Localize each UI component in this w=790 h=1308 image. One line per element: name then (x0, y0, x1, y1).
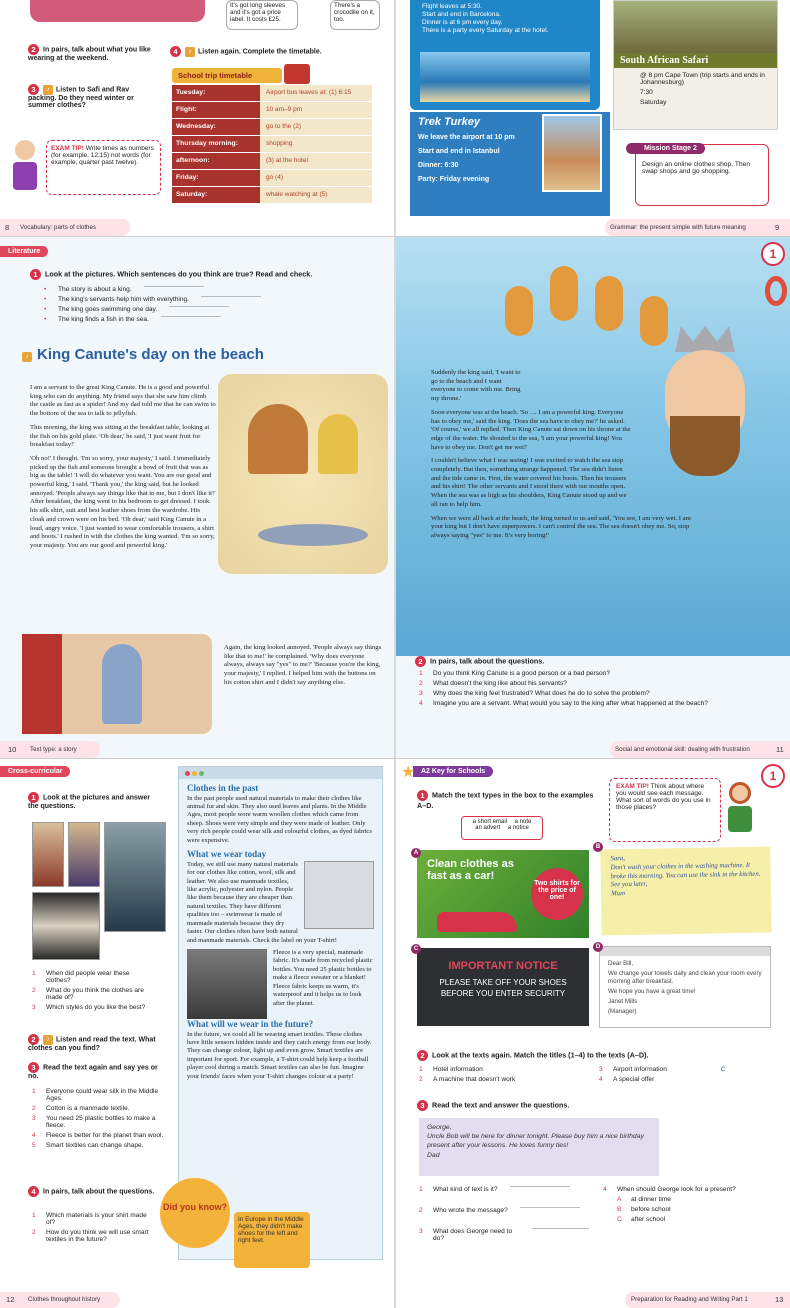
exercise-1: 1 Look at the pictures. Which sentences do you think are true? Read and check. (30, 269, 312, 280)
question-item: 4 Fleece is better for the planet than wool. (32, 1132, 164, 1139)
timetable-answer[interactable]: (3) at the hotel (260, 153, 372, 169)
article-heading: What will we wear in the future? (187, 1019, 314, 1030)
word-option: an advert (475, 825, 501, 831)
email-line: (Manager) (608, 1008, 637, 1016)
article-paragraph: Today, we still use many natural materials for our clothes like cotton, wool, silk and leather. We also use manmade textiles, like acrylic, polyester and nylon. People like them because they are cheaper than natural textiles. They have different qualities too – swimwear is made of manmade materials because they dry faster. Our clothes often have both natural and manmade materials. Check the label on your T-shirt! (187, 860, 337, 944)
question-4: 4 When should George look for a present? A at dinner time B before school C after school (603, 1186, 773, 1226)
timetable-row: Thursday morning: shopping (172, 136, 372, 153)
email-titlebar (600, 947, 770, 956)
question-item: 3 Which styles do you like the best? (32, 1004, 146, 1011)
safari-detail: 7:30 (640, 89, 653, 96)
footer-label: Grammar: the present simple with future meaning (610, 224, 746, 231)
badge-1: 1 (761, 764, 785, 788)
email-line: We hope you have a great time! (608, 988, 696, 996)
text-a-advert (417, 850, 589, 938)
trip-detail: Dinner is at 6 pm every day. (422, 19, 503, 26)
timetable-answer[interactable]: go to the (2) (260, 119, 372, 135)
costume-photos (32, 822, 170, 962)
girl-illustration (10, 140, 40, 200)
page-number: 8 (5, 223, 10, 232)
article-heading: Clothes in the past (187, 783, 259, 793)
timetable-row: Tuesday: Airport bus leaves at: (1) 6:15 (172, 85, 372, 102)
window-titlebar (179, 767, 382, 779)
rocks-photo (542, 114, 602, 192)
story-paragraph: When we were all back at the beach, the king turned to us and said, 'You see, I am very wet. I am your king but I don't have superpowers. I can't control the sea. The sea doesn't obey me. So, stop always saying "yes" to me. It's very boring!' (431, 514, 691, 539)
text-c-notice (417, 948, 589, 1026)
question-item: 2 What do you think the clothes are made of? (32, 987, 144, 1001)
advert-offer: Two shirts for the price of one! (531, 868, 583, 920)
exercise-2: 2 In pairs, talk about what you like wearing at the weekend. (28, 45, 151, 62)
exercise-4: 4 ♪ Listen again. Complete the timetable. (170, 46, 322, 57)
question-item: 2 What doesn't the king like about his servants? (419, 680, 567, 687)
spine-divider (394, 0, 396, 1308)
page-10 (0, 236, 395, 758)
page-number: 11 (776, 745, 784, 754)
check-item: • The king finds a fish in the sea. (44, 316, 264, 323)
page-11 (395, 236, 790, 758)
exercise-3: 3 Read the text and answer the questions. (417, 1100, 569, 1111)
footer-label: Vocabulary: parts of clothes (20, 224, 97, 231)
answer-line[interactable] (520, 1207, 580, 1208)
trip-detail: Flight leaves at 5:30. (422, 3, 482, 10)
section-tag: A2 Key for Schools (413, 766, 493, 777)
story-paragraph: This morning, the king was sitting at the breakfast table, looking at the fish on his gold plate. 'Oh dear,' he said, 'I just want fruit for breakfast today!' (30, 423, 210, 449)
trek-title: Trek Turkey (418, 116, 480, 128)
question-item: 1 Which materials is your shirt made of? (32, 1212, 147, 1226)
note-line: Uncle Bob will be here for dinner tonight. Please buy him a nice birthday present after your lessons. He loves funny ties! (427, 1133, 644, 1150)
exercise-1: 1 Match the text types in the box to the examples A–D. (417, 790, 594, 810)
note-line: George, (427, 1124, 452, 1131)
timetable-row: Wednesday: go to the (2) (172, 119, 372, 136)
trip-detail: There is a party every Saturday at the hotel. (422, 27, 549, 34)
label-d: D (593, 942, 603, 952)
page-number: 12 (6, 1295, 15, 1304)
beach-photo (420, 52, 590, 102)
timetable-answer[interactable]: go (4) (260, 170, 372, 186)
article-paragraph: In the future, we could all be wearing smart textiles. These clothes have little sensors hidden inside and they catch energy from our body. They can change colour, light up and even grow. Smart textiles are important for sport. For example, a T-shirt could help keep a football player cool during a match. Smart textiles can also be fun. Imagine your friends' faces when your T-shirt changes colour at a party! (187, 1030, 372, 1080)
trip-detail: Start and end in Barcelona. (422, 11, 501, 18)
timetable-row: Friday: go (4) (172, 170, 372, 187)
page-number: 13 (775, 1295, 784, 1304)
answer-line[interactable] (161, 316, 221, 317)
speech-bubble: It's got long sleeves and it's got a price label. It costs £25. (226, 0, 298, 30)
question-item: 2 How do you think we will use smart textiles in the future? (32, 1229, 149, 1243)
email-line: We change your towels daily and clean your room every morning after breakfast. (608, 970, 762, 986)
story-title: King Canute's day on the beach (37, 346, 264, 363)
safari-detail: Saturday (640, 99, 667, 106)
bedroom-illustration (22, 634, 212, 734)
question-item: 5 Smart textiles can change shape. (32, 1142, 144, 1149)
text-b-note (600, 847, 771, 936)
suitcase-icon (284, 64, 310, 84)
safari-card (613, 0, 778, 130)
timetable-answer[interactable]: whale watching at (5) (260, 187, 372, 203)
story-title-row (22, 346, 264, 363)
speech-bubble: There's a crocodile on it, too. (330, 0, 380, 30)
label-b: B (593, 842, 603, 852)
page-13 (395, 758, 790, 1308)
audio-icon[interactable]: ♪ (185, 47, 195, 57)
note-line: Mum (610, 890, 626, 898)
exercise-2: 2 In pairs, talk about the questions. (415, 656, 544, 667)
exam-tip: EXAM TIP! Write times as numbers (for example, 12:15) not words (for example, quarter past twelve). (46, 140, 161, 195)
match-right: 3 Airport information C 4 A special offer (599, 1066, 726, 1083)
zebra-photo (614, 1, 777, 53)
safari-title: South African Safari (614, 53, 777, 68)
label-a: A (411, 848, 421, 858)
story-paragraph: I couldn't believe what I was seeing! I was excited to watch the sea stop completely. But then, something strange happened. The sea didn't listen and the tide came in. First, the water covered his boots. Then his trousers and his shirt! The other servants and I stood there with our mouths open. When the sea was as high as his shoulders, King Canute stood up and we all ran to help him. (431, 457, 627, 508)
note-line: See you later, (610, 881, 648, 889)
trip-card (410, 0, 600, 110)
word-option: a short email (472, 819, 507, 825)
trek-detail: We leave the airport at 10 pm (418, 134, 515, 141)
exam-tip: EXAM TIP! Think about where you would see each message. What sort of words do you use in those places? (609, 778, 721, 842)
story-paragraph: I am a servant to the great King Canute. He is a good and powerful king who can do anything. My friend says that she saw him climb the castle as fast as a spider! And my dad told me that he can swim to the bottom of the sea to talk to jellyfish. (30, 384, 216, 418)
page-8 (0, 0, 395, 236)
question-item: 3 What does George need to do? (419, 1228, 589, 1242)
story-paragraph: Suddenly the king said, 'I want to go to the beach and I want everyone to come with me. Bring my throne.' (431, 369, 521, 403)
badge-1: 1 (761, 242, 785, 266)
question-item: 1 Everyone could wear silk in the Middle Ages. (32, 1088, 159, 1102)
lifebuoy-icon (765, 276, 787, 306)
article-paragraph: Fleece is a very special, manmade fabric. It's made from recycled plastic bottles. You need 25 plastic bottles to make a fleece sweater or a blanket! Fleece fabric keeps us warm, it's waterproof and it helps us to look after the planet. (273, 949, 373, 1007)
row-divider (0, 758, 790, 759)
race-car-icon (437, 912, 517, 932)
story-paragraph: Again, the king looked annoyed. 'People always say things like that to me!' he complained. 'Why does everyone always, always say "yes" to me?' 'Because you're the king, your majesty,' I replied. I helped him with the buttons on his cotton shirt and I didn't say anything else. (224, 644, 382, 686)
answer-option[interactable]: A at dinner time (617, 1196, 671, 1203)
email-line: Dear Bill, (608, 960, 634, 967)
timetable-row: Saturday: whale watching at (5) (172, 187, 372, 204)
question-item: 4 Imagine you are a servant. What would you say to the king after what happened at the beach? (419, 700, 708, 707)
exercise-1: 1 Look at the pictures and answer the questions. (28, 793, 150, 810)
match-left: 1 Hotel information 2 A machine that doesn't work (419, 1066, 516, 1083)
exercise-3: 3 Read the text again and say yes or no. (28, 1063, 158, 1080)
word-option: a note (514, 819, 532, 825)
text-d-email (599, 946, 771, 1028)
safari-detail: @ 8 pm Cape Town (trip starts and ends in Johannesburg) (640, 72, 765, 86)
story-paragraph: Soon everyone was at the beach. 'So … I am a powerful king. Everyone has to obey me,' said the king. 'Does the sea have to obey me?' he asked. 'Of course,' we all replied. Then King Canute sat down on his throne at the edge of the water. He shouted to the sea, 'I am your powerful king! You have to obey me. Don't get me wet!' (431, 408, 631, 451)
answer-line[interactable] (201, 296, 261, 297)
footer-label: Social and emotional skill: dealing with frustration (615, 746, 750, 753)
text-note-george (419, 1118, 659, 1176)
article-paragraph: In the past people used natural materials to make their clothes like animal fur and skin. They also used leaves and plants. In the Middle Ages, most people wore warm woollen clothes which came from sheep. Shoes were very simple and they were made of leather. Only very rich people could wear silk and colourful clothes, as dyed fabrics were expensive. (187, 794, 372, 844)
row-divider (0, 236, 790, 237)
audio-icon[interactable]: ♪ (22, 352, 32, 362)
answer-option[interactable]: C after school (617, 1216, 666, 1223)
email-line: Janet Mills (608, 998, 638, 1006)
mission-title: Mission Stage 2 (626, 143, 705, 154)
footer-label: Text type: a story (30, 746, 77, 753)
question-item: 2 Who wrote the message? (419, 1207, 589, 1214)
star-icon: ★ (401, 764, 416, 781)
answer-line[interactable] (144, 286, 204, 287)
question-item: 1 Do you think King Canute is a good person or a bad person? (419, 670, 611, 677)
answer-line[interactable] (532, 1228, 589, 1229)
note-line: Dad (427, 1151, 440, 1159)
question-item: 1 What kind of text is it? (419, 1186, 589, 1193)
trek-detail: Start and end in Istanbul (418, 148, 500, 155)
word-option: a notice (507, 825, 529, 831)
exercise-3: 3 ♪ Listen to Safi and Rav packing. Do they need winter or summer clothes? (28, 85, 134, 109)
page-number: 10 (8, 745, 17, 754)
breakfast-illustration (218, 374, 388, 574)
question-item: 1 When did people wear these clothes? (32, 970, 130, 984)
section-tag: Cross-curricular (0, 766, 70, 777)
exercise-2: 2 Look at the texts again. Match the titles (1–4) to the texts (A–D). (417, 1050, 648, 1061)
article-heading: What we wear today (187, 849, 267, 860)
question-item: 2 Cotton is a manmade textile. (32, 1105, 130, 1112)
clothes-illustration (30, 0, 205, 22)
audio-icon[interactable]: ♪ (43, 1035, 53, 1045)
did-you-know-title: Did you know? (160, 1178, 230, 1248)
note-line: Don't wash your clothes in the washing machine. It broke this morning. You can use the sink in the kitchen. (610, 861, 761, 880)
clothing-label-photo (304, 861, 374, 929)
audio-icon[interactable]: ♪ (43, 85, 53, 95)
timetable-title: School trip timetable (172, 68, 282, 83)
check-item: • The story is about a king. (44, 286, 264, 293)
page-9 (395, 0, 790, 236)
trek-detail: Party: Friday evening (418, 176, 490, 183)
notice-title: IMPORTANT NOTICE (448, 960, 558, 972)
footer-label: Clothes throughout history (28, 1296, 101, 1303)
word-box (461, 816, 543, 840)
answer-field[interactable]: C (720, 1066, 726, 1073)
page-12 (0, 758, 395, 1308)
advert-headline: Clean clothes as fast as a car! (427, 858, 514, 883)
label-c: C (411, 944, 421, 954)
did-you-know-box (160, 1178, 310, 1278)
servants-illustration (505, 256, 675, 346)
check-item: • The king goes swimming one day. (44, 306, 264, 313)
timetable-answer[interactable]: Airport bus leaves at: (1) 6:15 (260, 85, 372, 101)
answer-option[interactable]: B before school (617, 1206, 671, 1213)
trek-detail: Dinner: 6:30 (418, 162, 459, 169)
page-number: 9 (775, 223, 780, 232)
girl-illustration (725, 782, 755, 842)
notice-text: PLEASE TAKE OFF YOUR SHOES BEFORE YOU ENTER SECURITY (439, 978, 567, 998)
timetable-answer[interactable]: 10 am–9 pm (260, 102, 372, 118)
cat-photo (187, 949, 267, 1019)
exercise-4: 4 In pairs, talk about the questions. (28, 1186, 168, 1197)
question-item: 3 Why does the king feel frustrated? What does he do to solve the problem? (419, 690, 650, 697)
story-paragraph: 'Oh no!' I thought. 'I'm so sorry, your majesty,' I said. I immediately picked up the fish and someone brought a bowl of fruit that was as big as the table! 'I will do whatever you want. You are our good and powerful king,' I said. 'Thank you,' the king said, but he looked annoyed. 'People always say things like that to me, but I don't like it!' After breakfast, the king went to his bedroom to get dressed. I took his silk shirt, suit and best leather shoes from the wardrobe. His cloak and crown were on his bed. 'Oh dear,' said King Canute in a loud, angry voice. 'I just wanted to wear comfortable trousers, a shirt and boots.' I rushed in with the clothes the king wanted. 'I'm so sorry, your majesty. You are our good and powerful king.' (30, 454, 216, 549)
footer-label: Preparation for Reading and Writing Part 1 (631, 1296, 748, 1303)
timetable-row: Flight: 10 am–9 pm (172, 102, 372, 119)
check-item: • The king's servants help him with everything. (44, 296, 264, 303)
answer-line[interactable] (510, 1186, 570, 1187)
section-tag: Literature (0, 246, 48, 257)
note-line: Sara, (610, 855, 626, 863)
timetable (172, 68, 372, 208)
timetable-answer[interactable]: shopping (260, 136, 372, 152)
trek-card (410, 112, 610, 216)
timetable-row: afternoon: (3) at the hotel (172, 153, 372, 170)
exercise-2: 2 ♪ Listen and read the text. What clothes can you find? (28, 1035, 156, 1052)
question-item: 3 You need 25 plastic bottles to make a fleece. (32, 1115, 156, 1129)
did-you-know-text: In Europe in the Middle Ages, they didn't make shoes for the left and right feet. (234, 1212, 310, 1268)
answer-line[interactable] (169, 306, 229, 307)
mission-box: Mission Stage 2 Design an online clothes shop. Then swap shops and go shopping. (635, 144, 769, 206)
